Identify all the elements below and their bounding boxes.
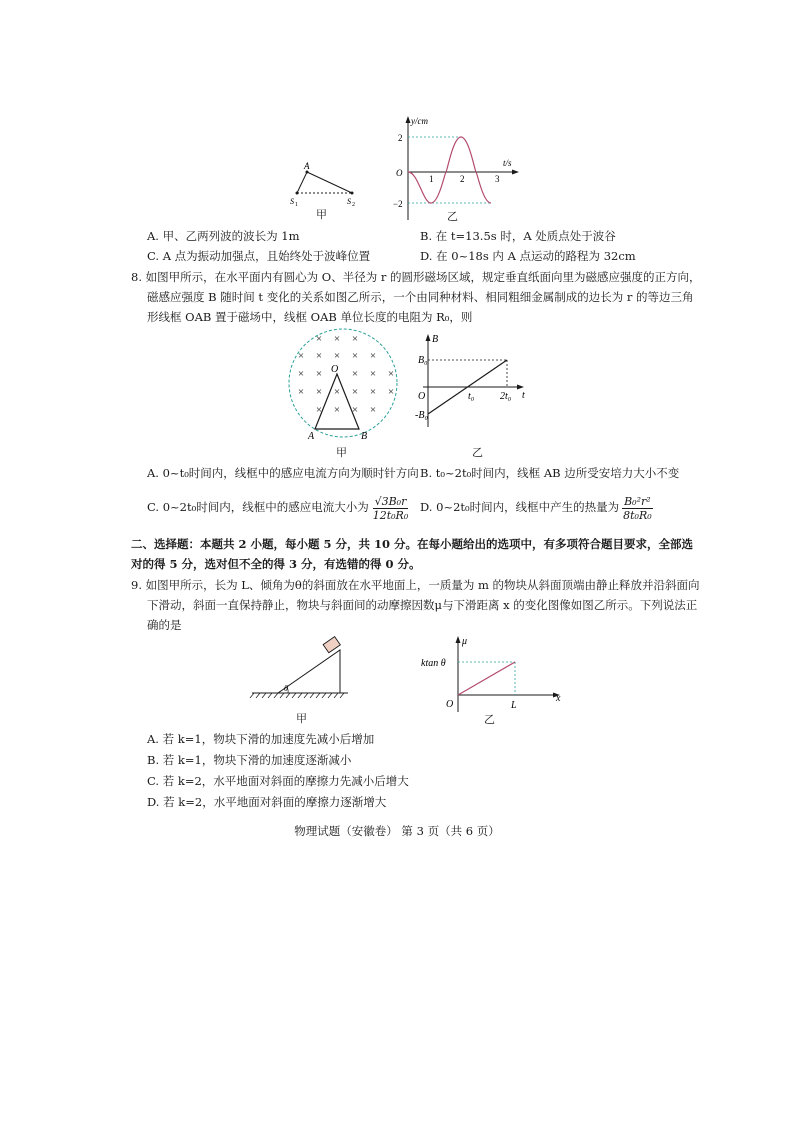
q8-x-axis-label: t [522,390,525,401]
svg-text:×: × [315,386,323,398]
q7-x-3: 3 [495,174,500,184]
q8-origin: O [418,391,426,402]
svg-text:×: × [351,404,359,416]
q8-triangle-frame [315,374,359,429]
svg-text:×: × [333,350,341,362]
q7-point-s1-sub: 1 [295,202,298,208]
q7-x-axis-label: t/s [503,158,512,168]
q9-origin: O [446,699,454,710]
q8-option-c-text: C. 0~2t₀时间内，线框中的感应电流大小为 [147,500,369,514]
svg-text:×: × [333,404,341,416]
q7-wave-curve [408,137,491,203]
q8-option-c-denominator: 12t₀R₀ [372,508,409,522]
svg-text:×: × [351,386,359,398]
q7-option-b: B. 在 t=13.5s 时，A 处质点处于波谷 [420,229,616,243]
q8-stem-line1: 8. 如图甲所示，在水平面内有圆心为 O、半径为 r 的圆形磁场区域，规定垂直纸面向里为磁感应强度的正方向， [131,270,701,284]
q9-figure-jia [250,636,360,706]
q7-figure-yi [393,112,528,224]
q8-option-c-fraction [371,495,411,522]
q9-mu-line [458,662,515,695]
q9-block [323,637,340,653]
q9-caption-jia: 甲 [296,712,307,725]
svg-text:×: × [315,368,323,380]
q8-option-a: A. 0~t₀时间内，线框中的感应电流方向为顺时针方向 [147,466,419,480]
q7-option-c: C. A 点为振动加强点，且始终处于波峰位置 [147,249,371,263]
q7-x-1: 1 [429,174,434,184]
svg-text:×: × [297,368,305,380]
q8-stem-line3: 形线框 OAB 置于磁场中，线框 OAB 单位长度的电阻为 R₀，则 [147,310,473,324]
svg-text:×: × [369,386,377,398]
q7-point-a: A [304,161,310,171]
q7-y-axis-label: y/cm [411,116,428,126]
q7-caption-yi: 乙 [447,210,458,223]
q8-point-a: A [308,431,315,442]
svg-text:×: × [333,333,341,345]
svg-text:×: × [333,386,341,398]
svg-text:×: × [351,333,359,345]
q7-origin: O [396,168,403,178]
q9-y-axis-label: μ [462,636,468,647]
q8-point-o: O [331,364,339,375]
q7-option-a: A. 甲、乙两列波的波长为 1m [147,229,300,243]
q9-option-a: A. 若 k=1，物块下滑的加速度先减小后增加 [147,732,375,746]
svg-text:×: × [369,368,377,380]
svg-text:×: × [369,404,377,416]
q8-option-c-numerator: √3B₀r [374,494,407,508]
svg-text:×: × [351,368,359,380]
q9-option-c: C. 若 k=2，水平地面对斜面的摩擦力先减小后增大 [147,774,409,788]
svg-text:×: × [297,386,305,398]
q7-point-s1: S [290,197,294,206]
q9-stem-line1: 9. 如图甲所示，长为 L、倾角为θ的斜面放在水平地面上，一质量为 m 的物块从斜面顶端由静止释放并沿斜面向 [131,578,700,592]
q9-option-d: D. 若 k=2，水平地面对斜面的摩擦力逐渐增大 [147,795,387,809]
q9-x-axis-label: x [556,693,561,704]
q7-y-pos: 2 [398,133,403,143]
q7-y-neg: −2 [393,199,403,209]
q7-option-d: D. 在 0~18s 内 A 点运动的路程为 32cm [420,249,636,263]
q8-option-d-numerator: B₀²r² [624,494,651,508]
svg-text:×: × [351,350,359,362]
q8-option-d-denominator: 8t₀R₀ [623,508,652,522]
q8-caption-yi: 乙 [472,446,483,459]
q8-option-d [420,492,654,522]
svg-text:×: × [369,350,377,362]
svg-text:×: × [387,386,395,398]
q9-stem-line2: 下滑动，斜面一直保持静止，物块与斜面间的动摩擦因数μ与下滑距离 x 的变化图像如图乙所示。下列说法正 [147,598,698,612]
q8-y-axis-label: B [432,334,439,345]
q8-figure-jia [286,327,401,442]
svg-text:×: × [315,350,323,362]
q7-x-2: 2 [460,174,465,184]
q8-neg-b0-label: -B₀ [415,410,428,421]
svg-text:×: × [315,404,323,416]
q9-stem-line3: 确的是 [147,618,182,632]
q9-l-label: L [511,700,517,711]
q9-theta-label: θ [284,684,288,693]
q9-figure-yi [418,632,568,717]
q8-option-d-text: D. 0~2t₀时间内，线框中产生的热量为 [420,500,620,514]
svg-text:×: × [315,333,323,345]
svg-text:×: × [387,368,395,380]
q9-option-b: B. 若 k=1，物块下滑的加速度逐渐减小 [147,753,352,767]
q8-figure-yi [415,332,533,432]
section2-heading-line2: 对的得 5 分，选对但不全的得 3 分，有选错的得 0 分。 [131,557,421,571]
q8-2t0-label: 2t₀ [500,391,512,402]
q8-t0-label: t₀ [468,391,475,402]
q7-caption-jia: 甲 [316,208,327,221]
section2-heading-line1: 二、选择题：本题共 2 小题，每小题 5 分，共 10 分。在每小题给出的选项中，有多项符合题目要求，全部选 [131,537,694,551]
page-footer: 物理试题（安徽卷） 第 3 页（共 6 页） [294,824,500,838]
q8-stem-line2: 磁感应强度 B 随时间 t 变化的关系如图乙所示，一个由同种材料、相同粗细金属制成的边长为 r 的等边三角 [147,290,694,304]
q9-caption-yi: 乙 [484,713,495,726]
q8-magnetic-field-crosses [298,333,394,416]
q7-point-s2: S [347,197,351,206]
q8-b0-label: B₀ [418,355,428,366]
q9-ktan-label: ktan θ [421,658,446,669]
q8-point-b: B [361,431,368,442]
q8-option-b: B. t₀~2t₀时间内，线框 AB 边所受安培力大小不变 [420,466,680,480]
svg-text:×: × [297,350,305,362]
q8-option-d-fraction [621,495,654,522]
q7-point-s2-sub: 2 [352,202,355,208]
q8-option-c [147,492,410,522]
q8-caption-jia: 甲 [336,446,347,459]
